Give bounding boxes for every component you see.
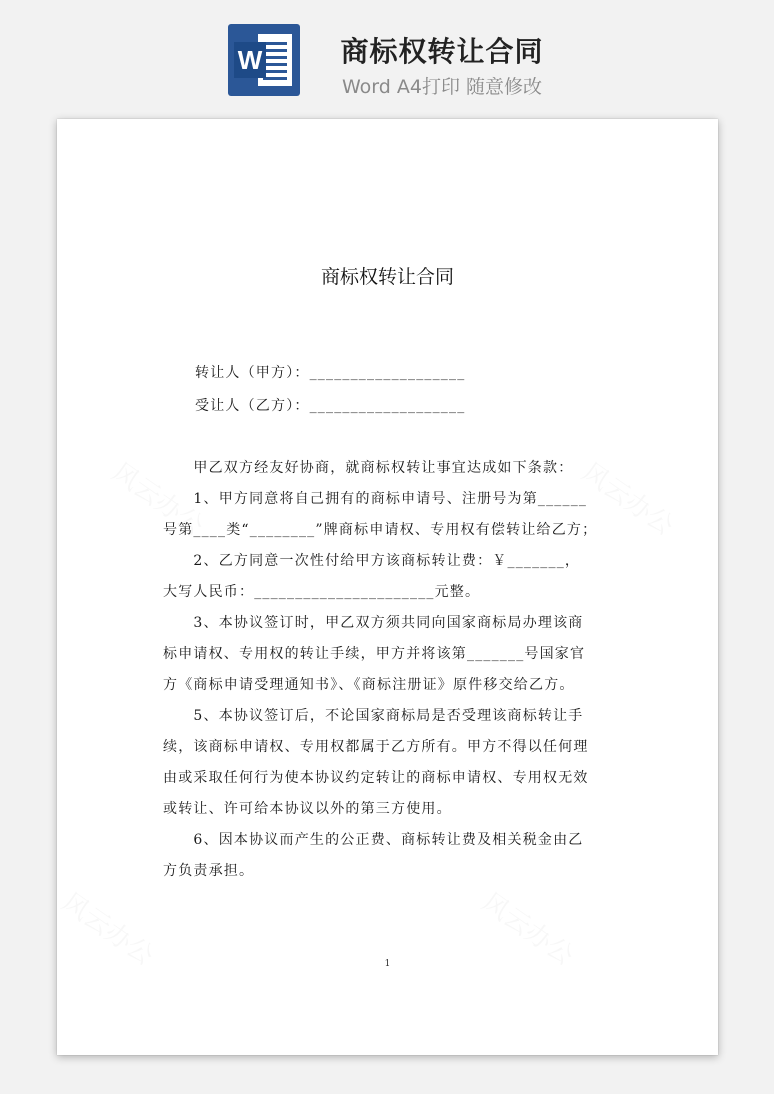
- document-page: [57, 119, 718, 1055]
- contract-body: [163, 453, 623, 887]
- body-line: 大写人民币：______________________元整。: [163, 584, 481, 600]
- body-line: 号第____类“________”牌商标申请权、专用权有偿转让给乙方；: [163, 522, 598, 538]
- body-line: 方负责承担。: [163, 863, 255, 879]
- watermark: 风云办公: [576, 457, 679, 542]
- watermark: 风云办公: [106, 457, 209, 542]
- banner-title: 商标权转让合同: [340, 35, 544, 68]
- body-line: 2、乙方同意一次性付给甲方该商标转让费：￥_______，: [163, 553, 581, 569]
- body-line: 由或采取任何行为使本协议约定转让的商标申请权、专用权无效: [163, 770, 589, 786]
- page-number: 1: [384, 959, 391, 969]
- party-a-line: 转让人（甲方）：___________________: [195, 365, 466, 381]
- banner-subtitle: Word A4打印 随意修改: [341, 76, 542, 98]
- banner: [0, 0, 774, 118]
- body-line: 或转让、许可给本协议以外的第三方使用。: [163, 801, 452, 817]
- body-line: 1、甲方同意将自己拥有的商标申请号、注册号为第______: [163, 491, 588, 507]
- party-b-line: 受让人（乙方）：___________________: [195, 398, 466, 414]
- word-letter-badge: W: [234, 42, 266, 78]
- body-line: 方《商标申请受理通知书》、《商标注册证》原件移交给乙方。: [163, 677, 575, 693]
- body-line: 甲乙双方经友好协商，就商标权转让事宜达成如下条款：: [163, 460, 574, 476]
- body-line: 续，该商标申请权、专用权都属于乙方所有。甲方不得以任何理: [163, 739, 589, 755]
- body-line: 6、因本协议而产生的公正费、商标转让费及相关税金由乙: [163, 832, 584, 848]
- watermark: 风云办公: [56, 887, 159, 972]
- body-line: 3、本协议签订时，甲乙双方须共同向国家商标局办理该商: [163, 615, 584, 631]
- body-line: 标申请权、专用权的转让手续，甲方并将该第_______号国家官: [163, 646, 586, 662]
- watermark: 风云办公: [476, 887, 579, 972]
- document-title: 商标权转让合同: [320, 266, 454, 288]
- body-line: 5、本协议签订后，不论国家商标局是否受理该商标转让手: [163, 708, 584, 724]
- word-icon: [228, 24, 300, 96]
